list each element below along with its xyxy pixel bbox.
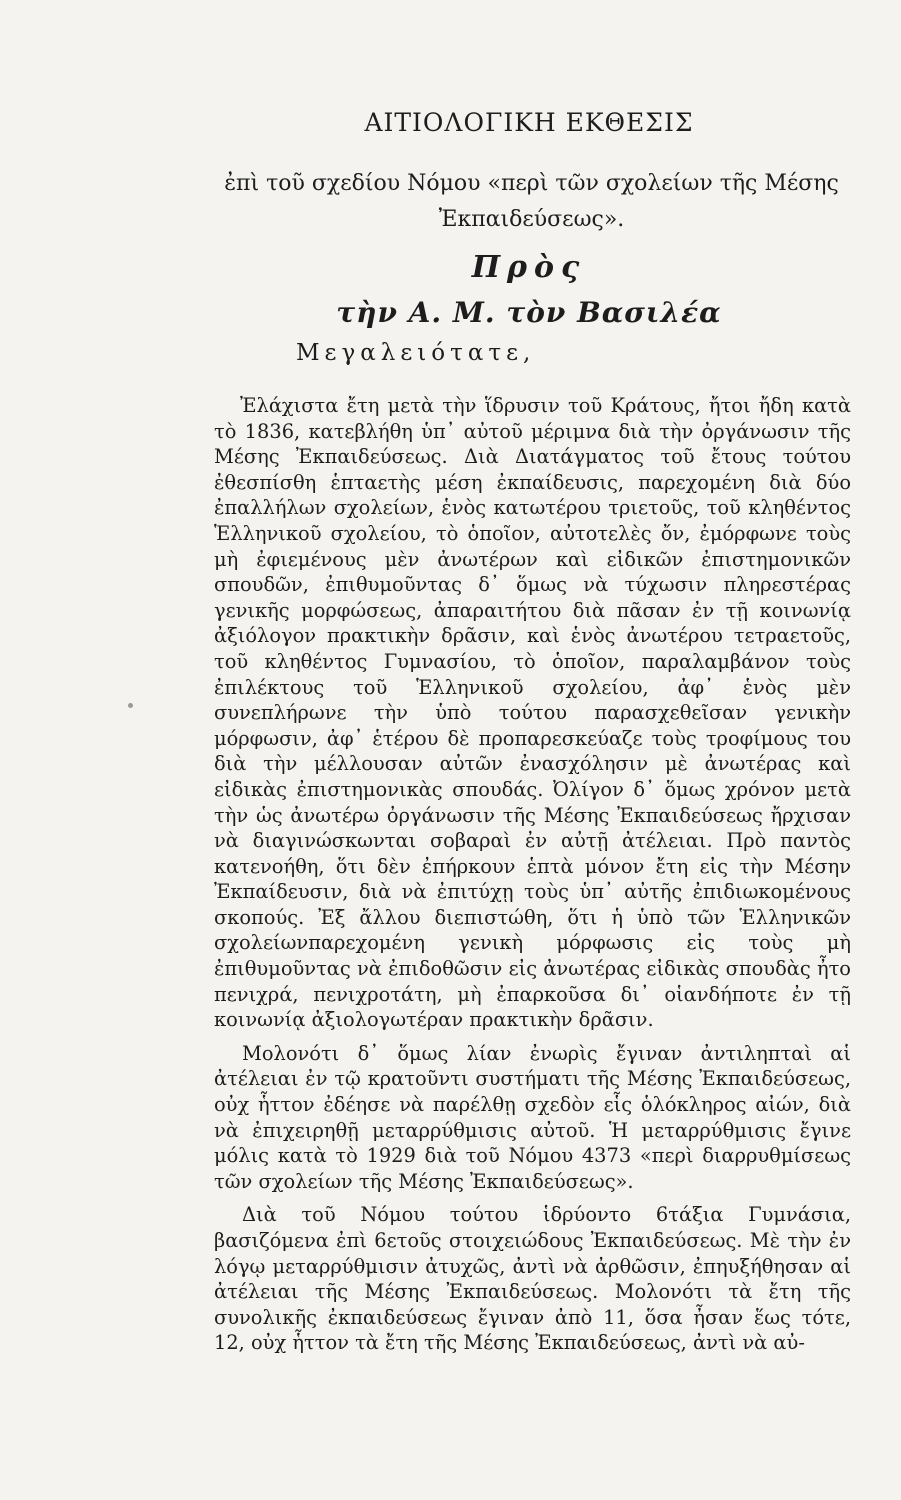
paragraph-2: Μολονότι δ᾽ ὅμως λίαν ἐνωρὶς ἔγιναν ἀντιληπταὶ αἱ ἀτέλειαι ἐν τῷ κρατοῦντι συστήματι τῆς Μέσης Ἐκπαιδεύσεως, οὐχ ἧττον ἐδέησε νὰ παρέλθῃ σχεδὸν εἷς ὁλόκληρος αἰών, διὰ νὰ ἐπιχειρηθῇ μεταρρύθμισις αὐτοῦ. Ἡ μεταρρύθμισις ἔγινε μόλις κατὰ τὸ 1929 διὰ τοῦ Νόμου 4373 «περὶ διαρρυθμίσεως τῶν σχολείων τῆς Μέσης Ἐκπαιδεύσεως».	[214, 1041, 851, 1193]
paragraph-3: Διὰ τοῦ Νόμου τούτου ἱδρύοντο 6τάξια Γυμνάσια, βασιζόμενα ἐπὶ 6ετοῦς στοιχειώδους Ἐκπαιδεύσεως. Μὲ τὴν ἐν λόγῳ μεταρρύθμισιν ἀτυχῶς, ἀντὶ νὰ ἀρθῶσιν, ἐπηυξήθησαν αἱ ἀτέλειαι τῆς Μέσης Ἐκπαιδεύσεως. Μολονότι τὰ ἔτη τῆς συνολικῆς ἐκπαιδεύσεως ἔγιναν ἀπὸ 11, ὅσα ἦσαν ἕως τότε, 12, οὐχ ἧττον τὰ ἔτη τῆς Μέσης Ἐκπαιδεύσεως, ἀντὶ νὰ αὐ-	[214, 1203, 851, 1355]
margin-speck	[128, 703, 133, 708]
document-subtitle: ἐπὶ τοῦ σχεδίου Νόμου «περὶ τῶν σχολείων τῆς Μέσης Ἐκπαιδεύσεως».	[224, 171, 839, 232]
document-title: ΑΙΤΙΟΛΟΓΙΚΗ ΕΚΘΕΣΙΣ	[364, 108, 694, 137]
paragraph-1: Ἐλάχιστα ἔτη μετὰ τὴν ἵδρυσιν τοῦ Κράτους, ἤτοι ἤδη κατὰ τὸ 1836, κατεβλήθη ὑπ᾽ αὐτοῦ μέριμνα διὰ τὴν ὀργάνωσιν τῆς Μέσης Ἐκπαιδεύσεως. Διὰ Διατάγματος τοῦ ἔτους τούτου ἐθεσπίσθη ἑπταετὴς μέση ἐκπαίδευσις, παρεχομένη διὰ δύο ἐπαλλήλων σχολείων, ἑνὸς κατωτέρου τριετοῦς, τοῦ κληθέντος Ἑλληνικοῦ σχολείου, τὸ ὁποῖον, αὐτοτελὲς ὄν, ἐμόρφωνε τοὺς μὴ ἐφιεμένους μὲν ἀνωτέρων καὶ εἰδικῶν ἐπιστημονικῶν σπουδῶν, ἐπιθυμοῦντας δ᾽ ὅμως νὰ τύχωσιν πληρεστέρας γενικῆς μορφώσεως, ἀπαραιτήτου διὰ πᾶσαν ἐν τῇ κοινωνίᾳ ἀξιόλογον πρακτικὴν δρᾶσιν, καὶ ἑνὸς ἀνωτέρου τετραετοῦς, τοῦ κληθέντος Γυμνασίου, τὸ ὁποῖον, παραλαμβάνον τοὺς ἐπιλέκτους τοῦ Ἑλληνικοῦ σχολείου, ἀφ᾽ ἑνὸς μὲν συνεπλήρωνε τὴν ὑπὸ τούτου παρασχεθεῖσαν γενικὴν μόρφωσιν, ἀφ᾽ ἑτέρου δὲ προπαρεσκεύαζε τοὺς τροφίμους του διὰ τὴν μέλλουσαν αὐτῶν ἐνασχόλησιν μὲ ἀνωτέρας καὶ εἰδικὰς ἐπιστημονικὰς σπουδάς. Ὀλίγον δ᾽ ὅμως χρόνον μετὰ τὴν ὡς ἀνωτέρω ὀργάνωσιν τῆς Μέσης Ἐκπαιδεύσεως ἤρχισαν νὰ διαγινώσκωνται σοβαραὶ ἐν αὐτῇ ἀτέλειαι. Πρὸ παντὸς κατενοήθη, ὅτι δὲν ἐπήρκουν ἑπτὰ μόνον ἔτη εἰς τὴν Μέσην Ἐκπαίδευσιν, διὰ νὰ ἐπιτύχῃ τοὺς ὑπ᾽ αὐτῆς ἐπιδιωκομένους σκοπούς. Ἐξ ἄλλου διεπιστώθη, ὅτι ἡ ὑπὸ τῶν Ἑλληνικῶν σχολείωνπαρεχομένη γενικὴ μόρφωσις εἰς τοὺς μὴ ἐπιθυμοῦντας νὰ ἐπιδοθῶσιν εἰς ἀνωτέρας εἰδικὰς σπουδὰς ἦτο πενιχρά, πενιχροτάτη, μὴ ἐπαρκοῦσα δι᾽ οἱανδήποτε ἐν τῇ κοινωνίᾳ ἀξιολογωτέραν πρακτικὴν δρᾶσιν.	[214, 394, 851, 1032]
addressee: τὴν Α. Μ. τὸν Βασιλέα	[336, 296, 722, 329]
salutation: Μεγαλειότατε,	[296, 340, 536, 366]
addressee-prefix: Πρὸς	[471, 250, 587, 285]
document-body	[214, 393, 851, 1364]
